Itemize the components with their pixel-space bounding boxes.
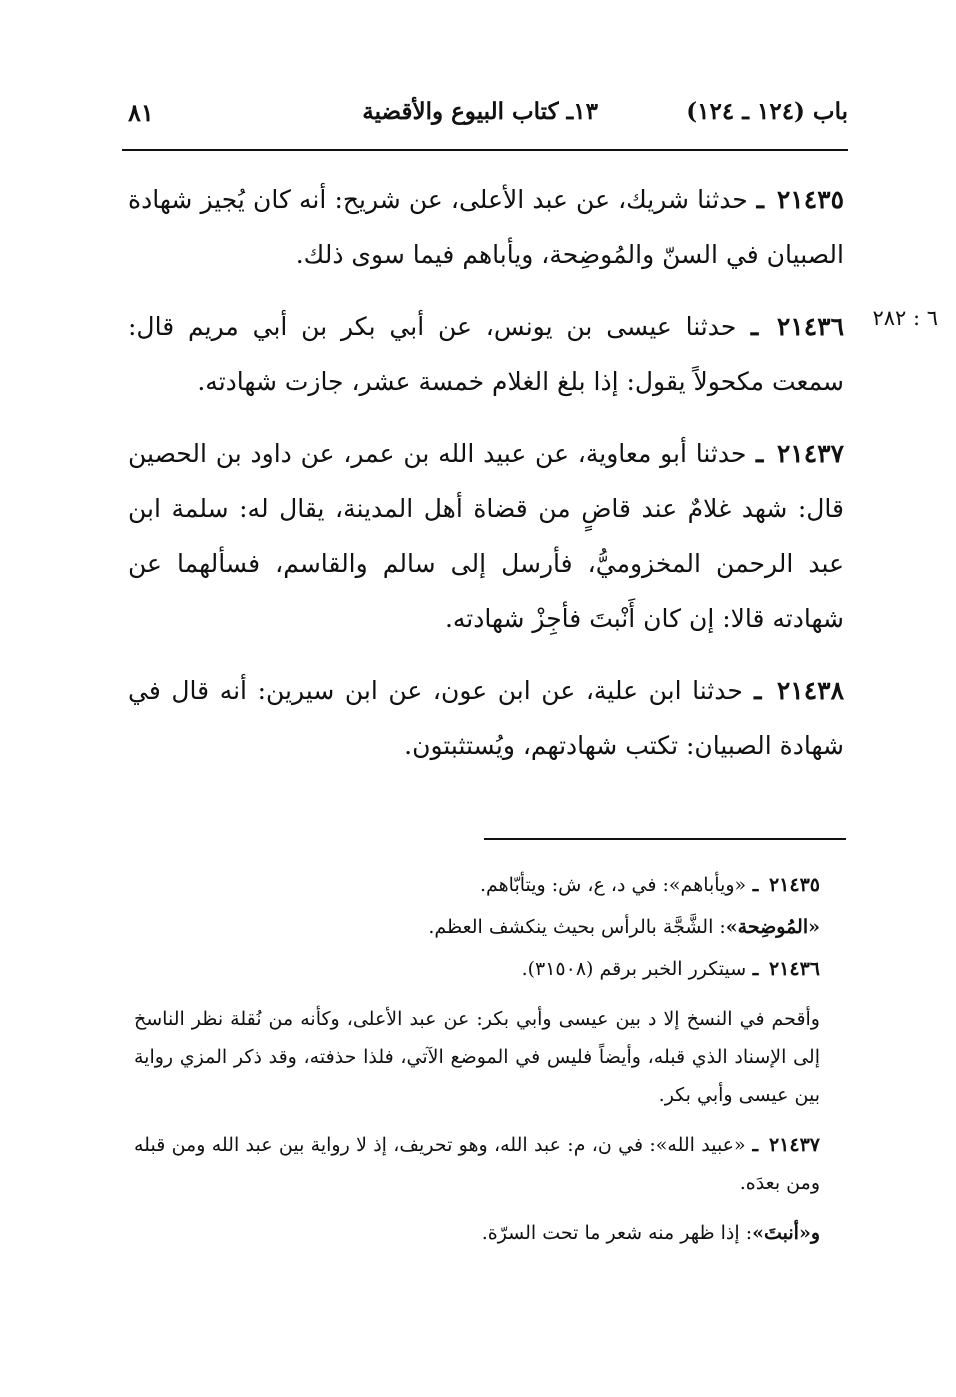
footnote-term: و«أنبتَ» bbox=[752, 1222, 820, 1244]
hadith-number: ٢١٤٣٥ bbox=[776, 185, 844, 214]
footnote-text: : في د، ع، ش: ويتأبّاهم. bbox=[479, 874, 669, 896]
hadith-number: ٢١٤٣٧ bbox=[776, 439, 845, 468]
footnote-text: سيتكرر الخبر برقم (٣١٥٠٨). bbox=[521, 958, 747, 980]
footnote-term: «ويأباهم» bbox=[668, 874, 747, 896]
hadith-entry: ٢١٤٣٦ ـ حدثنا عيسى بن يونس، عن أبي بكر بن أبي مريم قال: سمعت مكحولاً يقول: إذا بلغ الغلام خمسة عشر، جازت شهادته. bbox=[128, 312, 844, 396]
hadith-number: ٢١٤٣٦ bbox=[776, 312, 844, 341]
footnote-separator bbox=[484, 838, 846, 840]
header-rule bbox=[122, 149, 848, 151]
footnote-number: ٢١٤٣٧ bbox=[768, 1134, 820, 1156]
page-number: ٨١ bbox=[128, 98, 154, 127]
footnote-text: : إذا ظهر منه شعر ما تحت السرّة. bbox=[481, 1222, 753, 1244]
footnote-text: : في ن، م: عبد الله، وهو تحريف، إذ لا رواية بين عبد الله ومن قبله ومن بعدَه. bbox=[134, 1134, 820, 1194]
footnote bbox=[134, 1214, 848, 1252]
hadith-entry: ٢١٤٣٥ ـ حدثنا شريك، عن عبد الأعلى، عن شريح: أنه كان يُجيز شهادة الصبيان في السنّ والمُوضِحة، ويأباهم فيما سوى ذلك. bbox=[128, 185, 844, 269]
hadith-text: حدثنا شريك، عن عبد الأعلى، عن شريح: أنه كان يُجيز شهادة الصبيان في السنّ والمُوضِحة، ويأباهم فيما سوى ذلك. bbox=[128, 185, 844, 269]
footnote bbox=[134, 908, 848, 946]
footnote-term: «المُوضِحة» bbox=[725, 916, 820, 938]
hadith-text: حدثنا أبو معاوية، عن عبيد الله بن عمر، عن داود بن الحصين قال: شهد غلامٌ عند قاضٍ من قضاة أهل المدينة، يقال له: سلمة ابن عبد الرحمن المخزوميُّ، فأرسل إلى سالم والقاسم، فسألهما عن شهادته قالا: إن كان أَنْبتَ فأجِزْ شهادته. bbox=[128, 439, 844, 633]
hadith-entry: ٢١٤٣٨ ـ حدثنا ابن علية، عن ابن عون، عن ابن سيرين: أنه قال في شهادة الصبيان: تكتب شهادتهم، ويُستثبتون. bbox=[128, 676, 844, 760]
footnote-number: ٢١٤٣٦ bbox=[768, 958, 820, 980]
footnote-term: «عبيد الله» bbox=[655, 1134, 746, 1156]
footnotes bbox=[134, 866, 848, 1264]
book-title: ١٣ـ كتاب البيوع والأقضية bbox=[362, 98, 598, 125]
page-header bbox=[122, 94, 848, 140]
margin-reference: ٦ : ٢٨٢ bbox=[872, 306, 938, 330]
hadith-text: حدثنا ابن علية، عن ابن عون، عن ابن سيرين: أنه قال في شهادة الصبيان: تكتب شهادتهم، ويُستثبتون. bbox=[128, 676, 844, 760]
footnote: ٢١٤٣٥ ـ «ويأباهم»: في د، ع، ش: ويتأبّاهم. bbox=[479, 874, 820, 896]
footnote-number: ٢١٤٣٥ bbox=[768, 874, 820, 896]
hadith-number: ٢١٤٣٨ bbox=[776, 676, 844, 705]
chapter-title: باب (١٢٤ ـ ١٢٤) bbox=[686, 98, 848, 125]
footnote: ٢١٤٣٦ ـ سيتكرر الخبر برقم (٣١٥٠٨). bbox=[521, 958, 820, 980]
footnote-text: : الشَّجَّة بالرأس بحيث ينكشف العظم. bbox=[428, 916, 726, 938]
footnote bbox=[134, 1000, 848, 1114]
hadith-text: حدثنا عيسى بن يونس، عن أبي بكر بن أبي مريم قال: سمعت مكحولاً يقول: إذا بلغ الغلام خمسة عشر، جازت شهادته. bbox=[128, 312, 844, 396]
footnote-text: وأقحم في النسخ إلا د بين عيسى وأبي بكر: عن عبد الأعلى، وكأنه من نُقلة نظر الناسخ إلى الإسناد الذي قبله، وأيضاً فليس في الموضع الآتي، فلذا حذفته، وقد ذكر المزي رواية بين عيسى وأبي بكر. bbox=[134, 1008, 820, 1106]
hadith-entry: ٢١٤٣٧ ـ حدثنا أبو معاوية، عن عبيد الله بن عمر، عن داود بن الحصين قال: شهد غلامٌ عند قاضٍ من قضاة أهل المدينة، يقال له: سلمة ابن عبد الرحمن المخزوميُّ، فأرسل إلى سالم والقاسم، فسألهما عن شهادته قالا: إن كان أَنْبتَ فأجِزْ شهادته. bbox=[128, 439, 845, 633]
footnote: ٢١٤٣٧ ـ «عبيد الله»: في ن، م: عبد الله، وهو تحريف، إذ لا رواية بين عبد الله ومن قبله ومن بعدَه. bbox=[134, 1134, 820, 1194]
main-text bbox=[128, 172, 844, 790]
